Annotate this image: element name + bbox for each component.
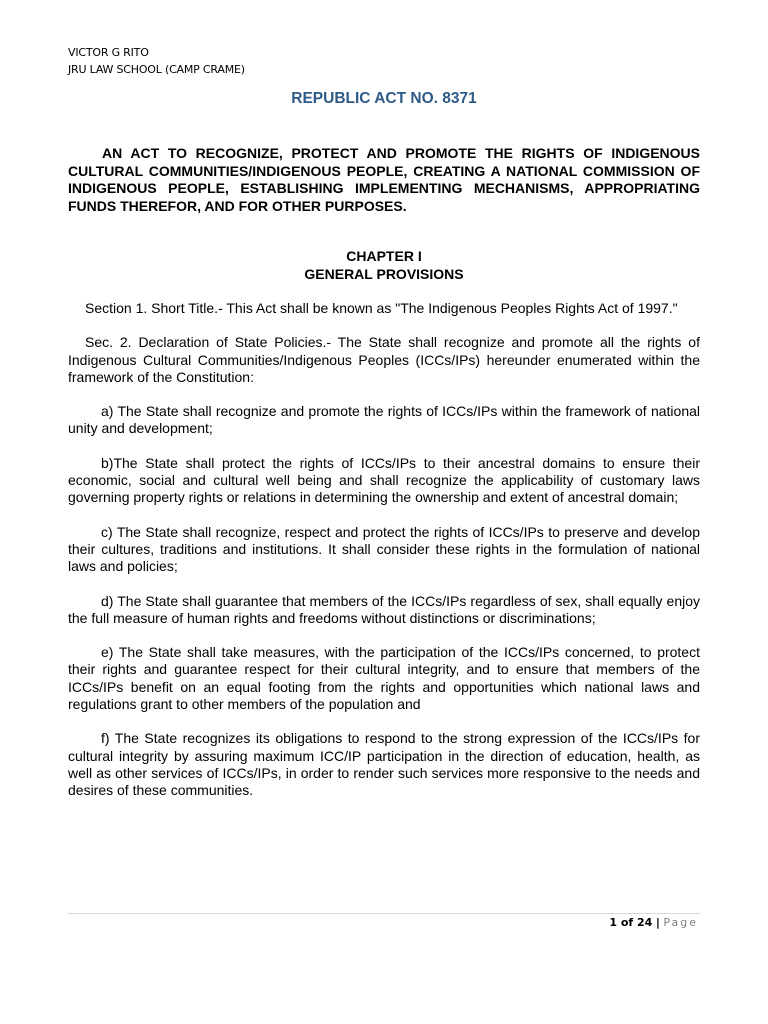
- policy-item-e: e) The State shall take measures, with the participation of the ICCs/IPs concerned, to protect their rights and guarantee respect for their cultural integrity, and to ensure that members of the ICCs/IPs benefit on an equal footing from the rights and opportunities which national laws and regulations grant to other members of the population and: [68, 644, 700, 713]
- document-header: [68, 44, 245, 78]
- document-body: [68, 300, 700, 817]
- policy-item-c: c) The State shall recognize, respect and protect the rights of ICCs/IPs to preserve and develop their cultures, traditions and institutions. It shall consider these rights in the formulation of national laws and policies;: [68, 523, 700, 575]
- act-title: AN ACT TO RECOGNIZE, PROTECT AND PROMOTE THE RIGHTS OF INDIGENOUS CULTURAL COMMUNITIES/INDIGENOUS PEOPLE, CREATING A NATIONAL COMMISSION OF INDIGENOUS PEOPLE, ESTABLISHING IMPLEMENTING MECHANISMS, APPROPRIATING FUNDS THEREFOR, AND FOR OTHER PURPOSES.: [68, 145, 700, 214]
- policy-item-d: d) The State shall guarantee that members of the ICCs/IPs regardless of sex, shall equally enjoy the full measure of human rights and freedoms without distinctions or discriminations;: [68, 592, 700, 626]
- footer-divider: [68, 913, 700, 914]
- section-2-paragraph: Sec. 2. Declaration of State Policies.- The State shall recognize and promote all the rights of Indigenous Cultural Communities/Indigenous Peoples (ICCs/IPs) hereunder enumerated within the framework of the Constitution:: [68, 334, 700, 385]
- footer-separator: |: [655, 916, 660, 929]
- page-number: 1 of 24: [609, 916, 653, 929]
- document-title: REPUBLIC ACT NO. 8371: [291, 90, 477, 107]
- policy-item-a: a) The State shall recognize and promote the rights of ICCs/IPs within the framework of national unity and development;: [68, 403, 700, 437]
- policy-item-b: b)The State shall protect the rights of ICCs/IPs to their ancestral domains to ensure their economic, social and cultural well being and shall recognize the applicability of customary laws governing property rights or relations in determining the ownership and extent of ancestral domain;: [68, 454, 700, 506]
- chapter-heading: [0, 248, 768, 283]
- section-1-paragraph: Section 1. Short Title.- This Act shall be known as "The Indigenous Peoples Rights Act of 1997.": [85, 300, 678, 316]
- chapter-number: CHAPTER I: [346, 248, 422, 264]
- page-word: Page: [663, 916, 698, 929]
- page-footer: [609, 915, 698, 931]
- policy-item-f: f) The State recognizes its obligations to respond to the strong expression of the ICCs/IPs for cultural integrity by assuring maximum ICC/IP participation in the direction of education, health, as well as other services of ICCs/IPs, in order to render such services more responsive to the needs and desires of these communities.: [68, 730, 700, 799]
- header-school: JRU LAW SCHOOL (CAMP CRAME): [68, 63, 245, 76]
- header-author: VICTOR G RITO: [68, 46, 149, 59]
- chapter-name: GENERAL PROVISIONS: [304, 265, 464, 282]
